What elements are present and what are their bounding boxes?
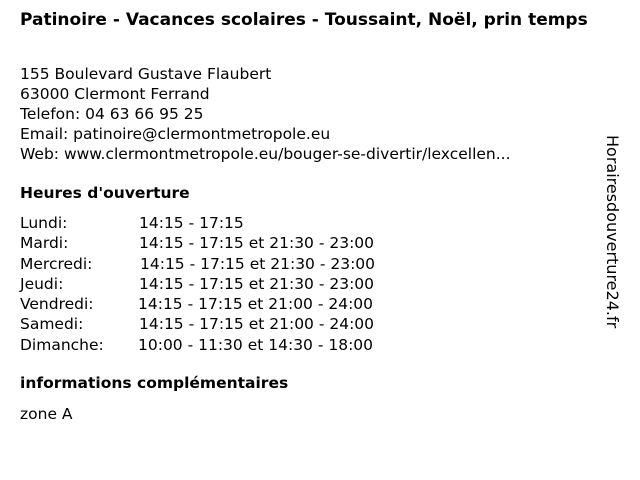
- additional-info-text: zone A: [20, 405, 73, 423]
- day-label: Mercredi:: [20, 254, 93, 273]
- website-link: Web: www.clermontmetropole.eu/bouger-se-divertir/lexcellen...: [20, 145, 511, 163]
- email-address: Email: patinoire@clermontmetropole.eu: [20, 125, 331, 143]
- opening-hours-heading: Heures d'ouverture: [20, 184, 190, 202]
- contact-block: [20, 64, 600, 164]
- time-range: 14:15 - 17:15 et 21:30 - 23:00: [139, 234, 375, 253]
- time-range: 14:15 - 17:15 et 21:30 - 23:00: [139, 274, 375, 293]
- page-title: Patinoire - Vacances scolaires - Toussaint, Noël, prin temps: [20, 10, 588, 30]
- day-label: Vendredi:: [20, 295, 94, 314]
- time-range: 10:00 - 11:30 et 14:30 - 18:00: [138, 335, 374, 354]
- site-watermark: Horairesdouverture24.fr: [603, 135, 622, 329]
- day-label: Dimanche:: [20, 335, 104, 354]
- time-range: 14:15 - 17:15: [139, 214, 244, 232]
- additional-info-heading: informations complémentaires: [20, 374, 289, 392]
- day-label: Lundi:: [20, 214, 68, 232]
- time-range: 14:15 - 17:15 et 21:00 - 24:00: [139, 315, 375, 334]
- address-street: 155 Boulevard Gustave Flaubert: [20, 65, 272, 83]
- phone-number: Telefon: 04 63 66 95 25: [20, 105, 204, 123]
- day-label: Jeudi:: [20, 274, 64, 293]
- time-range: 14:15 - 17:15 et 21:30 - 23:00: [140, 254, 376, 273]
- address-city: 63000 Clermont Ferrand: [20, 85, 210, 103]
- day-label: Mardi:: [20, 234, 69, 253]
- day-label: Samedi:: [20, 315, 84, 334]
- time-range: 14:15 - 17:15 et 21:00 - 24:00: [138, 295, 374, 314]
